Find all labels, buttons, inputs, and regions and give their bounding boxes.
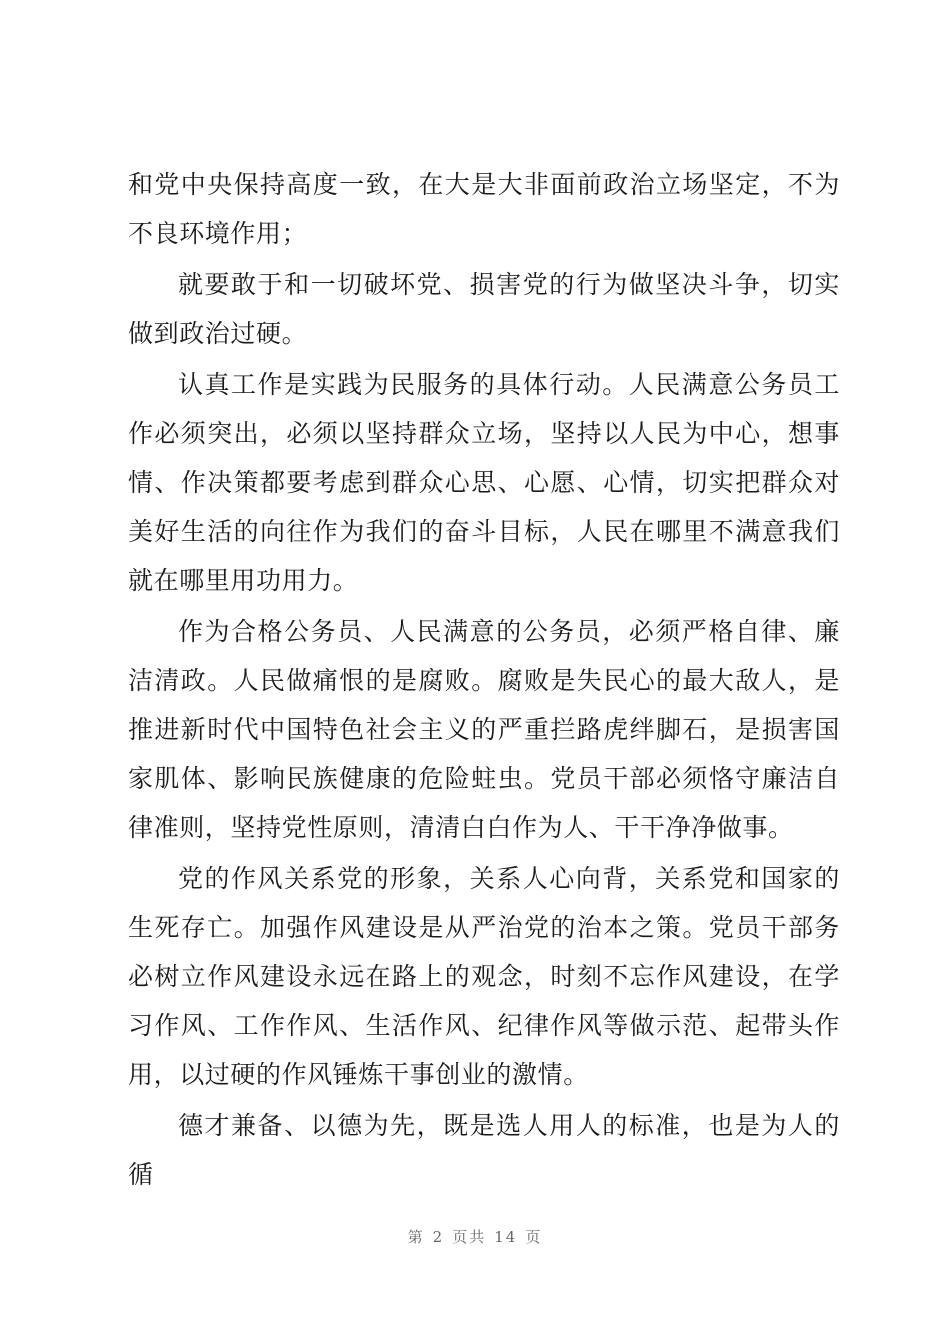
footer-suffix: 页 [525,1228,543,1246]
footer-current-page: 2 [432,1228,445,1246]
paragraph-6: 德才兼备、以德为先，既是选人用人的标准，也是为人的循 [128,1111,840,1189]
paragraph-1: 和党中央保持高度一致，在大是大非面前政治立场坚定，不为不良环境作用； [128,170,840,248]
footer-middle: 页共 [452,1228,487,1246]
paragraph-5: 党的作风关系党的形象，关系人心向背，关系党和国家的生死存亡。加强作风建设是从严治党的治本之策。党员干部务必树立作风建设永远在路上的观念，时刻不忘作风建设，在学习作风、工作作风、生活作风、纪律作风等做示范、起带头作用，以过硬的作风锤炼干事创业的激情。 [128,864,840,1089]
page-footer [0,1226,950,1247]
footer-total-pages: 14 [494,1228,518,1246]
document-body [128,160,840,1201]
paragraph-4: 作为合格公务员、人民满意的公务员，必须严格自律、廉洁清政。人民做痛恨的是腐败。腐败是失民心的最大敌人，是推进新时代中国特色社会主义的严重拦路虎绊脚石，是损害国家肌体、影响民族健康的危险蛀虫。党员干部必须恪守廉洁自律准则，坚持党性原则，清清白白作为人、干干净净做事。 [128,617,840,842]
footer-prefix: 第 [407,1228,425,1246]
paragraph-2: 就要敢于和一切破坏党、损害党的行为做坚决斗争，切实做到政治过硬。 [128,270,840,348]
paragraph-3: 认真工作是实践为民服务的具体行动。人民满意公务员工作必须突出，必须以坚持群众立场，坚持以人民为中心，想事情、作决策都要考虑到群众心思、心愿、心情，切实把群众对美好生活的向往作为我们的奋斗目标，人民在哪里不满意我们就在哪里用功用力。 [128,370,840,595]
